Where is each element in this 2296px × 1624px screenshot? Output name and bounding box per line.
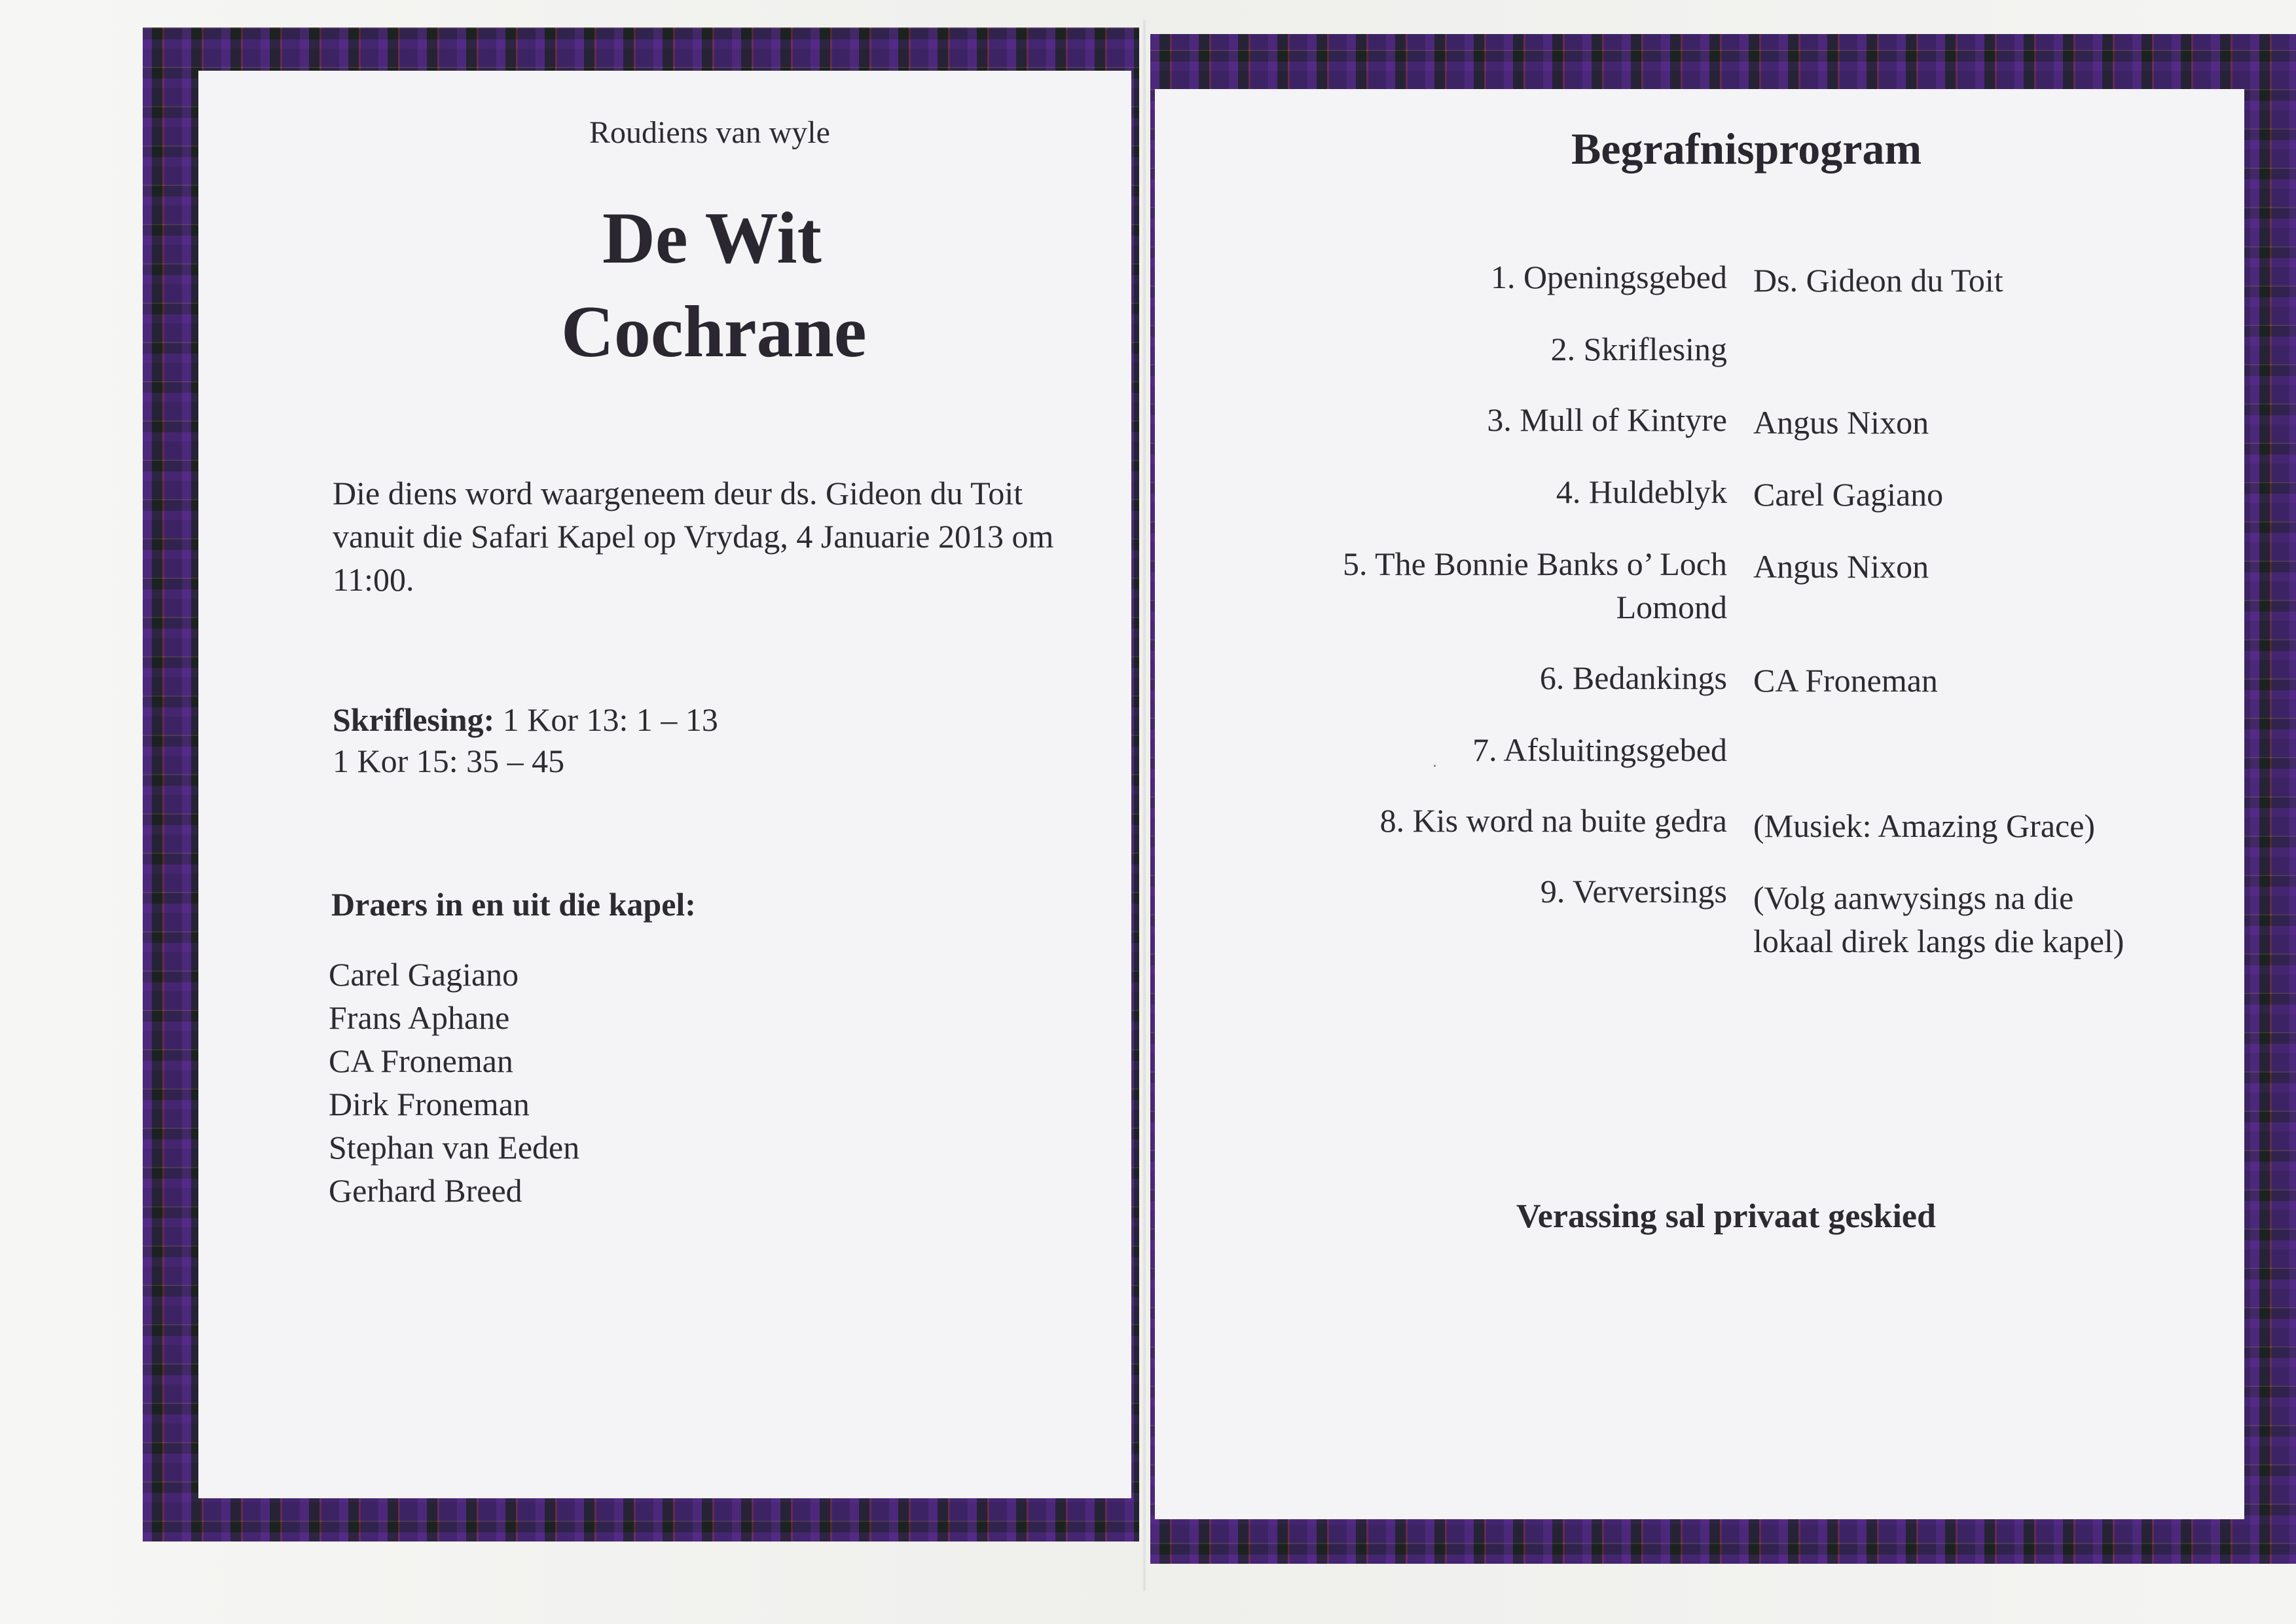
program-item-label: 4. Huldeblyk (1556, 473, 1727, 510)
service-description: Die diens word waargeneem deur ds. Gideon du Toit vanuit die Safari Kapel op Vrydag, 4 Januarie 2013 om 11:00. (333, 475, 1054, 598)
program-item-person: (Volg aanwysings na die lokaal direk langs die kapel) (1753, 879, 2124, 959)
scripture-label: Skriflesing: (333, 701, 495, 738)
bearer-name: Gerhard Breed (329, 1172, 522, 1209)
program-title: Begrafnisprogram (1571, 124, 1922, 174)
program-item-person: (Musiek: Amazing Grace) (1753, 807, 2096, 844)
program-item-person: CA Froneman (1753, 662, 1938, 699)
program-item-label: 1. Openingsgebed (1490, 259, 1727, 295)
bearer-name: Carel Gagiano (329, 956, 519, 993)
scan-speck (1434, 765, 1436, 767)
program-item-person: Angus Nixon (1753, 404, 1929, 441)
program-item-person: Carel Gagiano (1753, 476, 1944, 513)
scripture-ref-1: 1 Kor 13: 1 – 13 (502, 701, 718, 738)
scripture-ref-2: 1 Kor 15: 35 – 45 (333, 743, 565, 779)
bearers-heading: Draers in en uit die kapel: (331, 886, 696, 923)
program-item-label: 3. Mull of Kintyre (1487, 401, 1727, 438)
bearer-name: CA Froneman (329, 1043, 513, 1079)
program-item-label: 9. Verversings (1540, 873, 1727, 910)
bearer-name: Frans Aphane (329, 999, 510, 1036)
intro-label: Roudiens van wyle (589, 115, 830, 150)
deceased-name-last: Cochrane (561, 291, 867, 373)
program-item-label: 7. Afsluitingsgebed (1472, 731, 1727, 768)
program-item-person: Ds. Gideon du Toit (1753, 262, 2003, 299)
bearer-name: Dirk Froneman (329, 1086, 530, 1122)
program-item-person: Angus Nixon (1753, 548, 1929, 585)
program-item-label: 5. The Bonnie Banks o’ Loch Lomond (1343, 545, 1727, 625)
left-page (198, 71, 1131, 1498)
program-item-label: 6. Bedankings (1539, 659, 1727, 696)
bearers-list (329, 953, 579, 1212)
footer-note: Verassing sal privaat geskied (1516, 1198, 1936, 1235)
bearer-name: Stephan van Eeden (329, 1129, 580, 1166)
deceased-name-first: De Wit (602, 198, 822, 279)
program-item-label: 2. Skriflesing (1550, 331, 1727, 367)
scripture-reading-1 (333, 701, 718, 739)
program-item-label: 8. Kis word na buite gedra (1379, 802, 1727, 839)
center-fold (1142, 20, 1146, 1591)
